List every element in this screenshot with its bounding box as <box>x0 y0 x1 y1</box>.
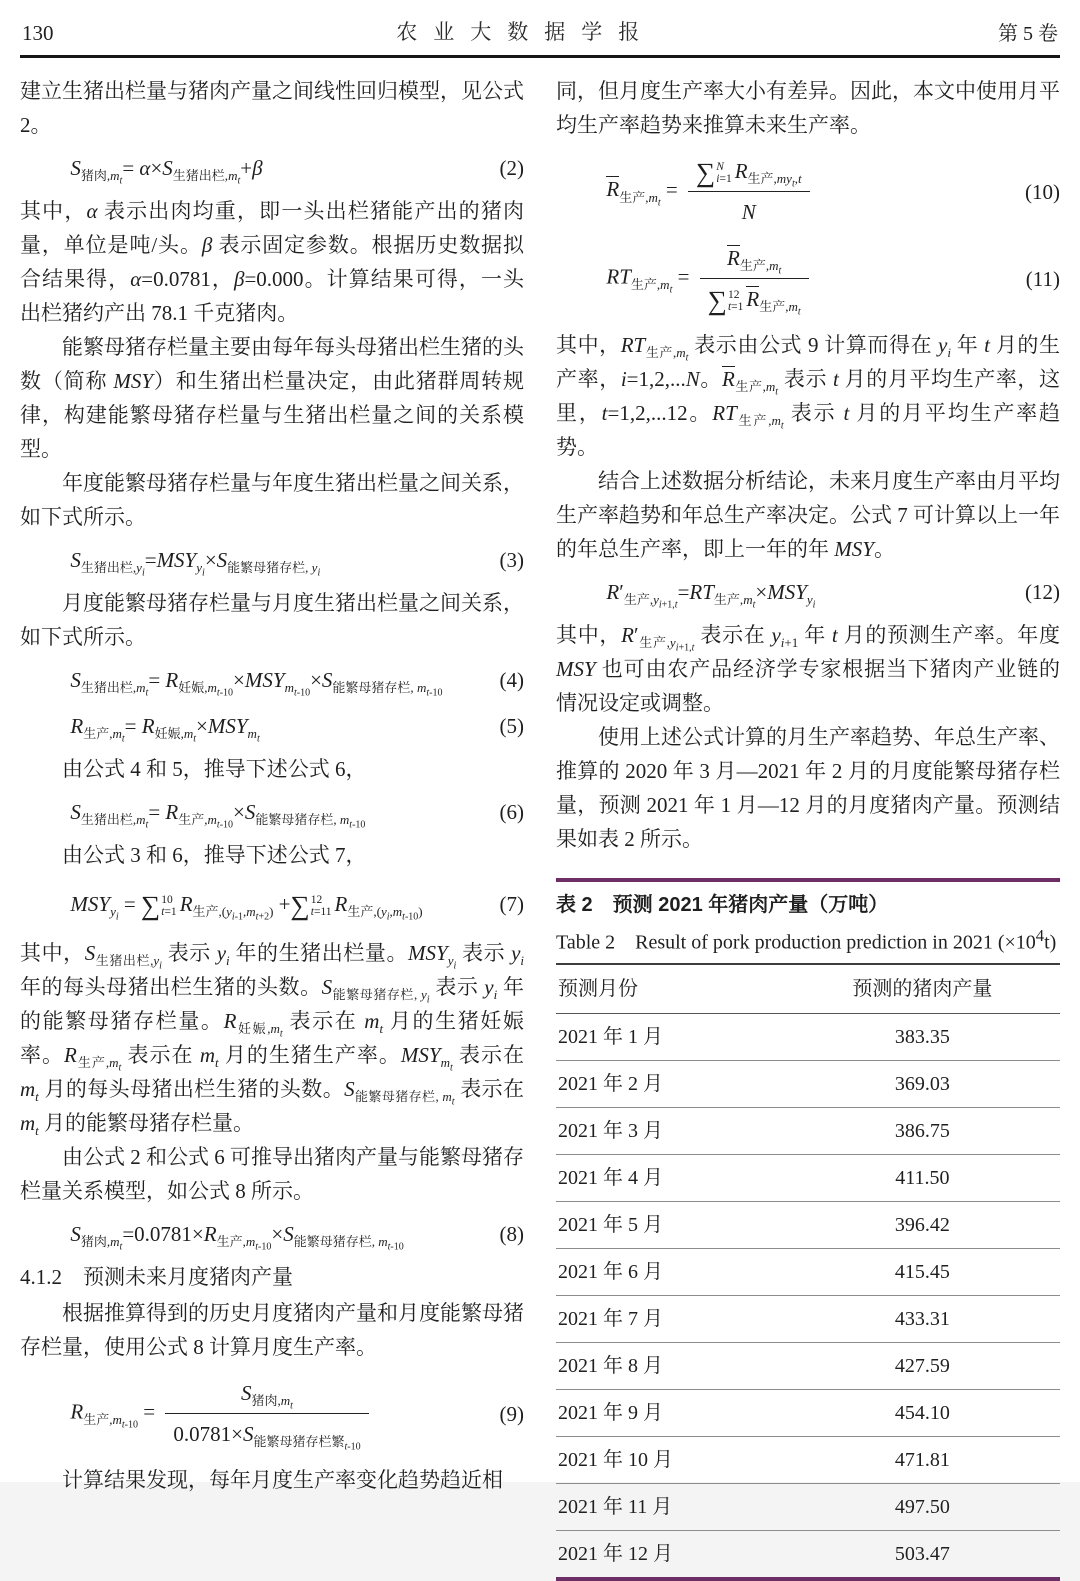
formula-10 <box>556 154 1060 229</box>
paragraph-calc-result: 计算结果发现，每年月度生产率变化趋势趋近相 <box>62 1468 503 1492</box>
formula-12-number: (12) <box>1025 580 1060 604</box>
value-cell: 433.31 <box>783 1295 1060 1342</box>
paragraph-msy: 能繁母猪存栏量主要由每年每头母猪出栏生猪的头数（简称 MSY）和生猪出栏量决定，由此猪群周转规律，构建能繁母猪存栏量与生猪出栏量之间的关系模型。 <box>20 335 525 461</box>
value-cell: 471.81 <box>783 1436 1060 1483</box>
formula-6-number: (6) <box>499 800 524 824</box>
value-cell: 454.10 <box>783 1389 1060 1436</box>
paragraph-derive-8: 由公式 2 和公式 6 可推导出猪肉产量与能繁母猪存栏量关系模型，如公式 8 所示。 <box>20 1145 524 1203</box>
table-row <box>556 1389 1060 1436</box>
table-row <box>556 1154 1060 1201</box>
month-cell: 2021 年 12 月 <box>558 1542 673 1565</box>
formula-8 <box>20 1214 524 1254</box>
table-header-row <box>556 964 1060 1014</box>
formula-5-body: $R_{生产,m_t}= R_{妊娠,m_t}\times MSY_{m_t}$ <box>70 714 260 745</box>
value-cell: 411.50 <box>783 1154 1060 1201</box>
pork-prediction-table <box>556 963 1060 1577</box>
paragraph-history: 根据推算得到的历史月度猪肉产量和月度能繁母猪存栏量，使用公式 8 计算月度生产率。 <box>20 1301 524 1359</box>
formula-12-body: $R'_{生产,y_{i+1,t}}=RT_{生产,m_t}\times MSY_{y_i}$ <box>606 580 816 611</box>
formula-2 <box>20 148 524 188</box>
month-cell: 2021 年 2 月 <box>556 1060 783 1107</box>
month-cell: 2021 年 6 月 <box>556 1248 783 1295</box>
left-column <box>20 74 524 1581</box>
paragraph-usage: 使用上述公式计算的月生产率趋势、年总生产率、推算的 2020 年 3 月—2021 年 2 月的月度能繁母猪存栏量，预测 2021 年 1 月—12 月的月度猪肉产量。预测结果如表 2 所示。 <box>556 725 1060 851</box>
table-row <box>556 1530 1060 1577</box>
column-header-month: 预测月份 <box>556 964 783 1014</box>
formula-7 <box>20 884 524 924</box>
value-cell: 427.59 <box>783 1342 1060 1389</box>
formula-2-body: $S_{猪肉,m_t}= \alpha\times S_{生猪出栏,m_t}+\beta$ <box>70 156 263 187</box>
value-cell: 415.45 <box>783 1248 1060 1295</box>
value-cell: 386.75 <box>783 1107 1060 1154</box>
formula-7-number: (7) <box>499 892 524 916</box>
table-row <box>556 1201 1060 1248</box>
page-number: 130 <box>22 21 54 45</box>
formula-11-number: (11) <box>1025 266 1060 291</box>
formula-8-body: $S_{猪肉,m_t}=0.0781\times R_{生产,m_{t-10}}\times S_{能繁母猪存栏, m_{t-10}}$ <box>70 1222 404 1253</box>
month-cell: 2021 年 11 月 <box>556 1483 783 1530</box>
month-cell: 2021 年 10 月 <box>556 1436 783 1483</box>
paragraph-derive-6: 由公式 4 和 5，推导下述公式 6， <box>62 757 367 781</box>
formula-3-number: (3) <box>499 548 524 572</box>
table-row <box>556 1483 1060 1530</box>
formula-5 <box>20 706 524 746</box>
month-cell: 2021 年 8 月 <box>556 1342 783 1389</box>
formula-12 <box>556 572 1060 612</box>
month-cell: 2021 年 3 月 <box>556 1107 783 1154</box>
paragraph-continuation: 同，但月度生产率大小有差异。因此，本文中使用月平均生产率趋势来推算未来生产率。 <box>556 79 1060 137</box>
column-header-value: 预测的猪肉产量 <box>783 964 1060 1014</box>
formula-10-body: $R_{生产,m_t}$ = ∑ N i=1 $R_{生产,my_t,t}$ N <box>606 154 1017 229</box>
formula-6-body: $S_{生猪出栏,m_t}= R_{生产,m_{t-10}}\times S_{能繁母猪存栏, m_{t-10}}$ <box>70 800 366 831</box>
month-cell: 2021 年 7 月 <box>556 1295 783 1342</box>
section-heading-412: 4.1.2 预测未来月度猪肉产量 <box>20 1265 293 1289</box>
paragraph-intro: 建立生猪出栏量与猪肉产量之间线性回归模型，见公式 2。 <box>20 79 524 137</box>
paragraph-alpha: 其中，α 表示出肉均重，即一头出栏猪能产出的猪肉量，单位是吨/头。β 表示固定参数。根据历史数据拟合结果得，α=0.0781，β=0.000。计算结果可得，一头出栏猪约产出 78.1 千克猪肉。 <box>20 199 525 325</box>
formula-4 <box>20 660 524 700</box>
value-cell: 369.03 <box>783 1060 1060 1107</box>
paragraph-definitions: 其中，$S_{生猪出栏,y_i}$ 表示 $y_i$ 年的生猪出栏量。$MSY_{y_i}$ 表示 $y_i$ 年的每头母猪出栏生猪的头数。$S_{能繁母猪存栏, y_i}$ 表示 $y_i$ 年的能繁母猪存栏量。$R_{妊娠,m_t}$ 表示在 $m_t$ 月的生猪妊娠率。$R_{生产,m_t}$ 表示在 $m_t$ 月的生猪生产率。$MSY_{m_t}$ 表示在 $m_t$ 月的每头母猪出栏生猪的头数。$S_{能繁母猪存栏, m_t}$ 表示在 $m_t$ 月的能繁母猪存栏量。 <box>20 941 525 1139</box>
formula-10-number: (10) <box>1025 179 1060 204</box>
table-caption-cn: 表 2 预测 2021 年猪肉产量（万吨） <box>556 894 889 916</box>
formula-8-number: (8) <box>499 1222 524 1246</box>
table-row <box>556 1295 1060 1342</box>
formula-11-body: $RT_{生产,m_t}$ = $R_{生产,m_t}$ ∑ 12 t=1 $R_{生产,m_t}$ <box>606 241 1017 316</box>
paragraph-derive-7: 由公式 3 和 6，推导下述公式 7， <box>62 843 367 867</box>
volume-label: 第 5 卷 <box>998 23 1058 45</box>
table-row <box>556 1107 1060 1154</box>
table-row <box>556 1342 1060 1389</box>
formula-4-number: (4) <box>499 668 524 692</box>
value-cell: 497.50 <box>783 1483 1060 1530</box>
formula-9 <box>20 1376 524 1451</box>
value-cell: 396.42 <box>783 1201 1060 1248</box>
month-cell: 2021 年 1 月 <box>556 1013 783 1060</box>
table-top-rule <box>556 878 1060 882</box>
table-row <box>556 1436 1060 1483</box>
table-row <box>556 1013 1060 1060</box>
formula-6 <box>20 792 524 832</box>
formula-7-body: $MSY_{y_i}$ = ∑ 10 t=1 $R_{生产,(y_{i-1},m_{t+2})}$ +∑ 12 t=11 $R_{生产,(y_i,m_{t-10})}$ <box>70 890 423 923</box>
formula-4-body: $S_{生猪出栏,m_t}= R_{妊娠,m_{t-10}}\times MSY_{m_{t-10}}\times S_{能繁母猪存栏, m_{t-10}}$ <box>70 668 443 699</box>
journal-title: 农业大数据学报 <box>396 21 656 44</box>
month-cell: 2021 年 4 月 <box>556 1154 783 1201</box>
table-bottom-rule <box>556 1577 1060 1581</box>
paragraph-annual: 年度能繁母猪存栏量与年度生猪出栏量之间关系，如下式所示。 <box>20 471 524 529</box>
table-row <box>556 1060 1060 1107</box>
value-cell: 503.47 <box>894 1542 950 1565</box>
formula-5-number: (5) <box>499 714 524 738</box>
running-head <box>20 10 1060 58</box>
value-cell: 383.35 <box>783 1013 1060 1060</box>
table-2-block <box>556 878 1060 1581</box>
paragraph-rt-definitions: 其中，$RT_{生产,m_t}$ 表示由公式 9 计算而得在 $y_i$ 年 t 月的生产率，i=1,2,...N。$R_{生产,m_t}$ 表示 t 月的月平均生产率，这里，t=1,2,...12。$RT_{生产,m_t}$ 表示 t 月的月平均生产率趋势。 <box>556 333 1061 459</box>
formula-11 <box>556 241 1060 316</box>
month-cell: 2021 年 5 月 <box>556 1201 783 1248</box>
formula-9-number: (9) <box>499 1401 524 1426</box>
paragraph-combine: 结合上述数据分析结论，未来月度生产率由月平均生产率趋势和年总生产率决定。公式 7 可计算以上一年的年总生产率，即上一年的年 MSY。 <box>556 469 1060 561</box>
paragraph-monthly: 月度能繁母猪存栏量与月度生猪出栏量之间关系，如下式所示。 <box>20 591 524 649</box>
table-caption-en: Table 2 Result of pork production prediction in 2021 $(\times 10^4t)$ <box>556 926 1057 954</box>
formula-3-body: $S_{生猪出栏,y_i}=MSY_{y_i}\times S_{能繁母猪存栏, y_i}$ <box>70 548 321 579</box>
formula-3 <box>20 540 524 580</box>
paragraph-prediction-definition: 其中，$R'_{生产,y_{i+1,t}}$ 表示在 $y_{i+1}$ 年 t 月的预测生产率。年度 MSY 也可由农产品经济学专家根据当下猪肉产业链的情况设定或调整。 <box>556 623 1061 715</box>
month-cell: 2021 年 9 月 <box>556 1389 783 1436</box>
formula-9-body: $R_{生产,m_{t-10}}$ = $S_{猪肉,m_t}$ $0.0781\times S_{能繁母猪存栏繁_{t-10}}$ <box>70 1376 491 1451</box>
formula-2-number: (2) <box>499 156 524 180</box>
right-column <box>556 74 1060 1581</box>
table-row <box>556 1248 1060 1295</box>
two-column-body <box>20 74 1060 1581</box>
